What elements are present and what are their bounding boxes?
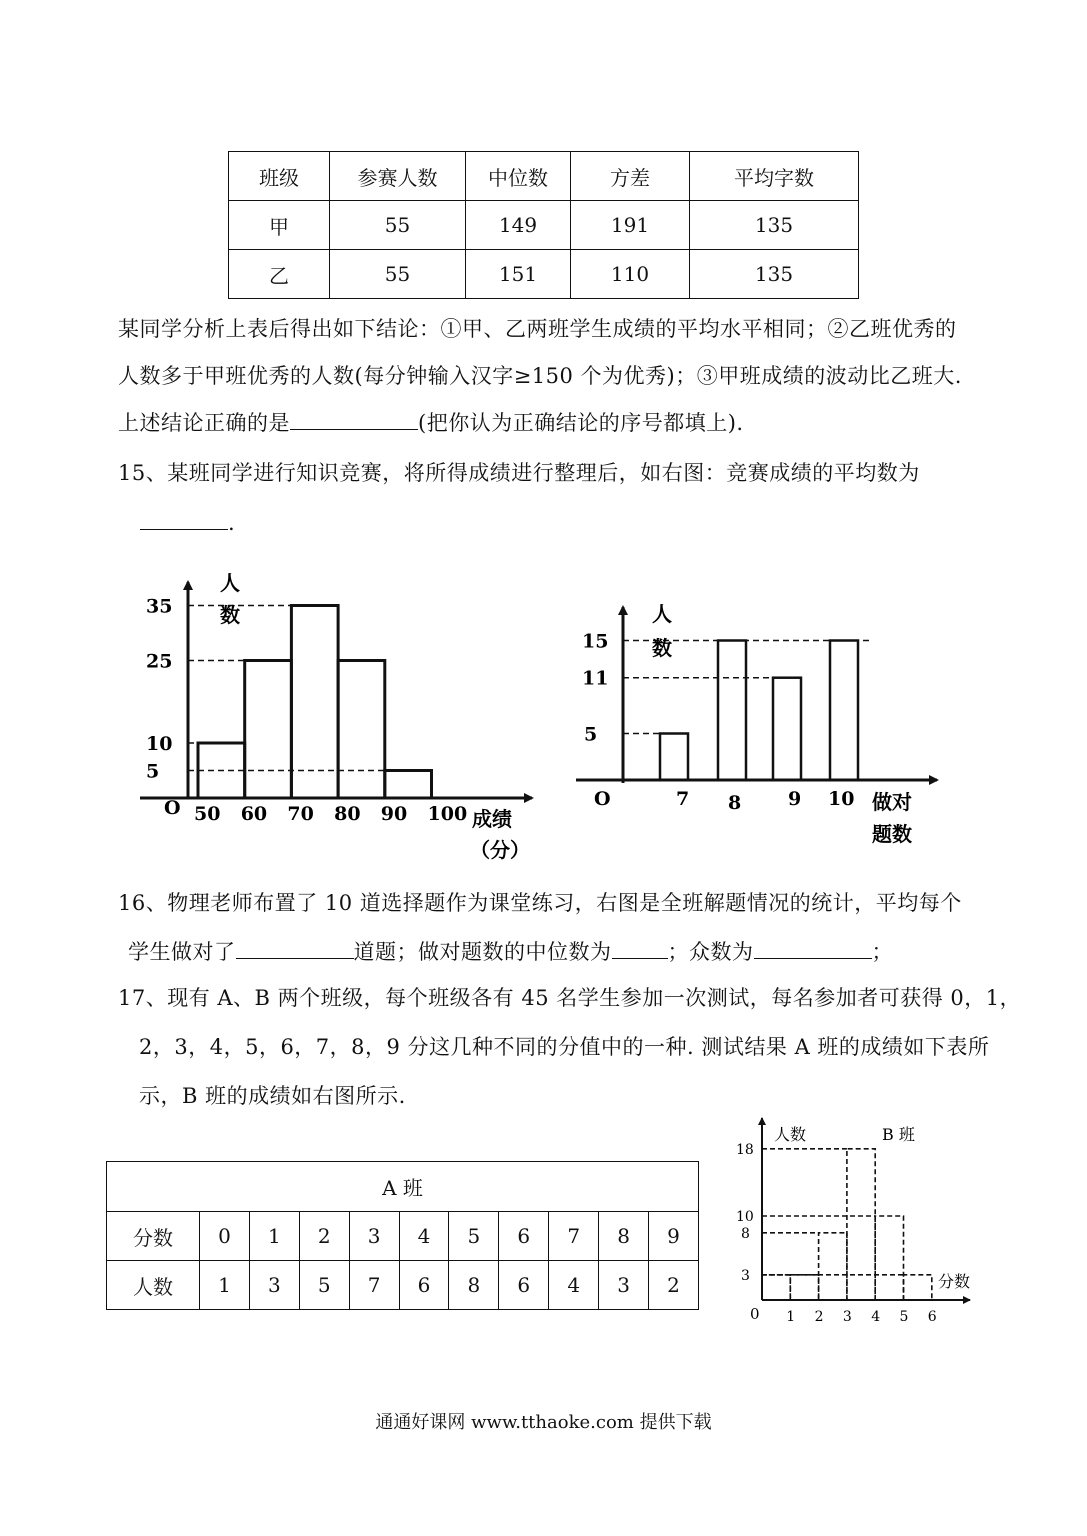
q16-line2-c: ；众数为 xyxy=(667,940,754,964)
count-cell: 2 xyxy=(649,1261,699,1310)
x-axis-label: 分数 xyxy=(938,1272,971,1291)
table-row-label: 分数 xyxy=(107,1212,200,1261)
y-axis-label: 人数 xyxy=(774,1125,807,1144)
q14-line3 xyxy=(118,400,744,447)
q16-line2-a: 学生做对了 xyxy=(128,940,236,964)
x-tick-label: 1 xyxy=(786,1309,796,1325)
table-header-cell: 方差 xyxy=(571,152,690,201)
dashed-bar xyxy=(819,1233,847,1300)
q15-line1: 15、某班同学进行知识竞赛，将所得成绩进行整理后，如右图：竞赛成绩的平均数为 xyxy=(118,461,920,485)
correct-answers-bar-chart xyxy=(570,595,970,855)
x-tick-label: 3 xyxy=(842,1309,852,1325)
table-header-cell: 平均字数 xyxy=(690,152,859,201)
score-cell: 8 xyxy=(599,1212,649,1261)
y-tick-label: 10 xyxy=(146,733,173,755)
q15-answer-blank[interactable] xyxy=(140,507,228,530)
x-tick-label: 4 xyxy=(871,1309,881,1325)
q17-line3: 示，B 班的成绩如右图所示. xyxy=(139,1084,406,1108)
q16-median-blank[interactable] xyxy=(612,936,668,959)
q15-line2 xyxy=(140,500,235,547)
y-tick-label: 15 xyxy=(582,630,609,653)
q15-line2-end: . xyxy=(228,511,236,535)
count-cell: 4 xyxy=(549,1261,599,1310)
y-axis-label-char2: 数 xyxy=(652,636,672,660)
y-tick-label: 10 xyxy=(736,1209,754,1225)
y-axis-label-char1: 人 xyxy=(220,571,240,595)
bar xyxy=(718,641,746,781)
table-title: A 班 xyxy=(107,1162,699,1212)
x-tick-label: 6 xyxy=(927,1309,937,1325)
table-header-cell: 班级 xyxy=(229,152,330,201)
x-tick-label: 70 xyxy=(287,803,314,825)
x-tick-label: 50 xyxy=(194,803,221,825)
table-cell: 135 xyxy=(690,250,859,299)
x-tick-label: 80 xyxy=(334,803,361,825)
y-axis-label-char1: 人 xyxy=(652,602,672,626)
y-tick-label: 35 xyxy=(146,595,173,618)
dashed-bar xyxy=(904,1275,932,1300)
dashed-bar xyxy=(847,1149,875,1300)
table-row-label: 人数 xyxy=(107,1261,200,1310)
q16-line2-d: ； xyxy=(871,940,893,964)
q17-line1: 17、现有 A、B 两个班级，每个班级各有 45 名学生参加一次测试，每名参加者可获得 0，1， xyxy=(118,986,1022,1010)
count-cell: 3 xyxy=(599,1261,649,1310)
count-cell: 7 xyxy=(349,1261,399,1310)
q16-line2-b: 道题；做对题数的中位数为 xyxy=(353,940,612,964)
q16-line2 xyxy=(128,929,893,976)
origin-label: O xyxy=(164,797,181,819)
count-cell: 3 xyxy=(249,1261,299,1310)
q16-mode-blank[interactable] xyxy=(754,936,872,959)
table-cell: 乙 xyxy=(229,250,330,299)
x-axis-label-line1: 做对 xyxy=(872,790,912,814)
x-axis-label-line2: 题数 xyxy=(872,822,912,846)
bar xyxy=(660,734,688,781)
count-cell: 5 xyxy=(299,1261,349,1310)
score-histogram-chart xyxy=(130,570,550,870)
y-tick-label: 11 xyxy=(582,667,609,690)
origin-label: O xyxy=(594,788,611,810)
x-tick-label: 5 xyxy=(899,1309,909,1325)
table-cell: 110 xyxy=(571,250,690,299)
score-cell: 2 xyxy=(299,1212,349,1261)
x-tick-label: 7 xyxy=(676,788,690,810)
score-cell: 0 xyxy=(200,1212,250,1261)
dashed-bar xyxy=(762,1275,790,1300)
y-tick-label: 18 xyxy=(736,1141,754,1158)
origin-label: 0 xyxy=(750,1305,760,1323)
table-cell: 甲 xyxy=(229,201,330,250)
q14-answer-blank[interactable] xyxy=(290,407,418,430)
bar xyxy=(773,678,801,780)
x-tick-label: 100 xyxy=(427,803,468,825)
x-tick-label: 90 xyxy=(380,803,408,825)
histogram-bar xyxy=(245,661,292,799)
y-tick-label: 25 xyxy=(146,650,173,673)
y-axis-label-char2: 数 xyxy=(220,603,240,627)
histogram-bar xyxy=(291,606,338,799)
score-cell: 1 xyxy=(249,1212,299,1261)
table-header-cell: 中位数 xyxy=(466,152,571,201)
class-b-score-chart xyxy=(730,1110,990,1330)
table-header-cell: 参赛人数 xyxy=(330,152,466,201)
score-cell: 9 xyxy=(649,1212,699,1261)
table-cell: 55 xyxy=(330,250,466,299)
q14-line2: 人数多于甲班优秀的人数(每分钟输入汉字≥150 个为优秀)；③甲班成绩的波动比乙班大. xyxy=(118,364,962,388)
count-cell: 8 xyxy=(449,1261,499,1310)
q17-line2: 2，3，4，5，6，7，8，9 分这几种不同的分值中的一种. 测试结果 A 班的成绩如下表所 xyxy=(139,1035,990,1059)
x-tick-label: 10 xyxy=(828,788,855,810)
chart-title: B 班 xyxy=(882,1125,915,1144)
x-tick-label: 9 xyxy=(788,788,802,810)
histogram-bar xyxy=(385,771,432,799)
histogram-bar xyxy=(338,661,385,799)
q16-line1: 16、物理老师布置了 10 道选择题作为课堂练习，右图是全班解题情况的统计，平均每个 xyxy=(118,891,962,915)
class-a-score-table xyxy=(106,1161,699,1310)
count-cell: 6 xyxy=(499,1261,549,1310)
count-cell: 1 xyxy=(200,1261,250,1310)
q14-line3-prefix: 上述结论正确的是 xyxy=(118,411,290,435)
class-comparison-table xyxy=(228,151,859,299)
score-cell: 5 xyxy=(449,1212,499,1261)
x-tick-label: 8 xyxy=(728,792,742,814)
table-cell: 55 xyxy=(330,201,466,250)
x-axis-label: 成绩 xyxy=(472,807,512,831)
table-cell: 151 xyxy=(466,250,571,299)
table-cell: 149 xyxy=(466,201,571,250)
footer-credit: 通通好课网 www.tthaoke.com 提供下载 xyxy=(375,1412,712,1433)
bar xyxy=(830,641,858,781)
score-cell: 4 xyxy=(399,1212,449,1261)
q14-line1: 某同学分析上表后得出如下结论：①甲、乙两班学生成绩的平均水平相同；②乙班优秀的 xyxy=(118,317,957,341)
x-tick-label: 60 xyxy=(240,803,268,825)
count-cell: 6 xyxy=(399,1261,449,1310)
dashed-bar xyxy=(790,1275,818,1300)
q14-line3-suffix: (把你认为正确结论的序号都填上). xyxy=(418,411,744,435)
y-tick-label: 8 xyxy=(741,1225,750,1242)
table-cell: 135 xyxy=(690,201,859,250)
x-axis-unit: （分） xyxy=(470,838,530,862)
y-tick-label: 5 xyxy=(146,760,160,783)
score-cell: 3 xyxy=(349,1212,399,1261)
y-tick-label: 5 xyxy=(584,723,598,746)
x-tick-label: 2 xyxy=(814,1309,824,1325)
y-tick-label: 3 xyxy=(741,1267,750,1284)
table-cell: 191 xyxy=(571,201,690,250)
score-cell: 6 xyxy=(499,1212,549,1261)
q16-average-blank[interactable] xyxy=(236,936,354,959)
dashed-bar xyxy=(875,1216,903,1300)
score-cell: 7 xyxy=(549,1212,599,1261)
